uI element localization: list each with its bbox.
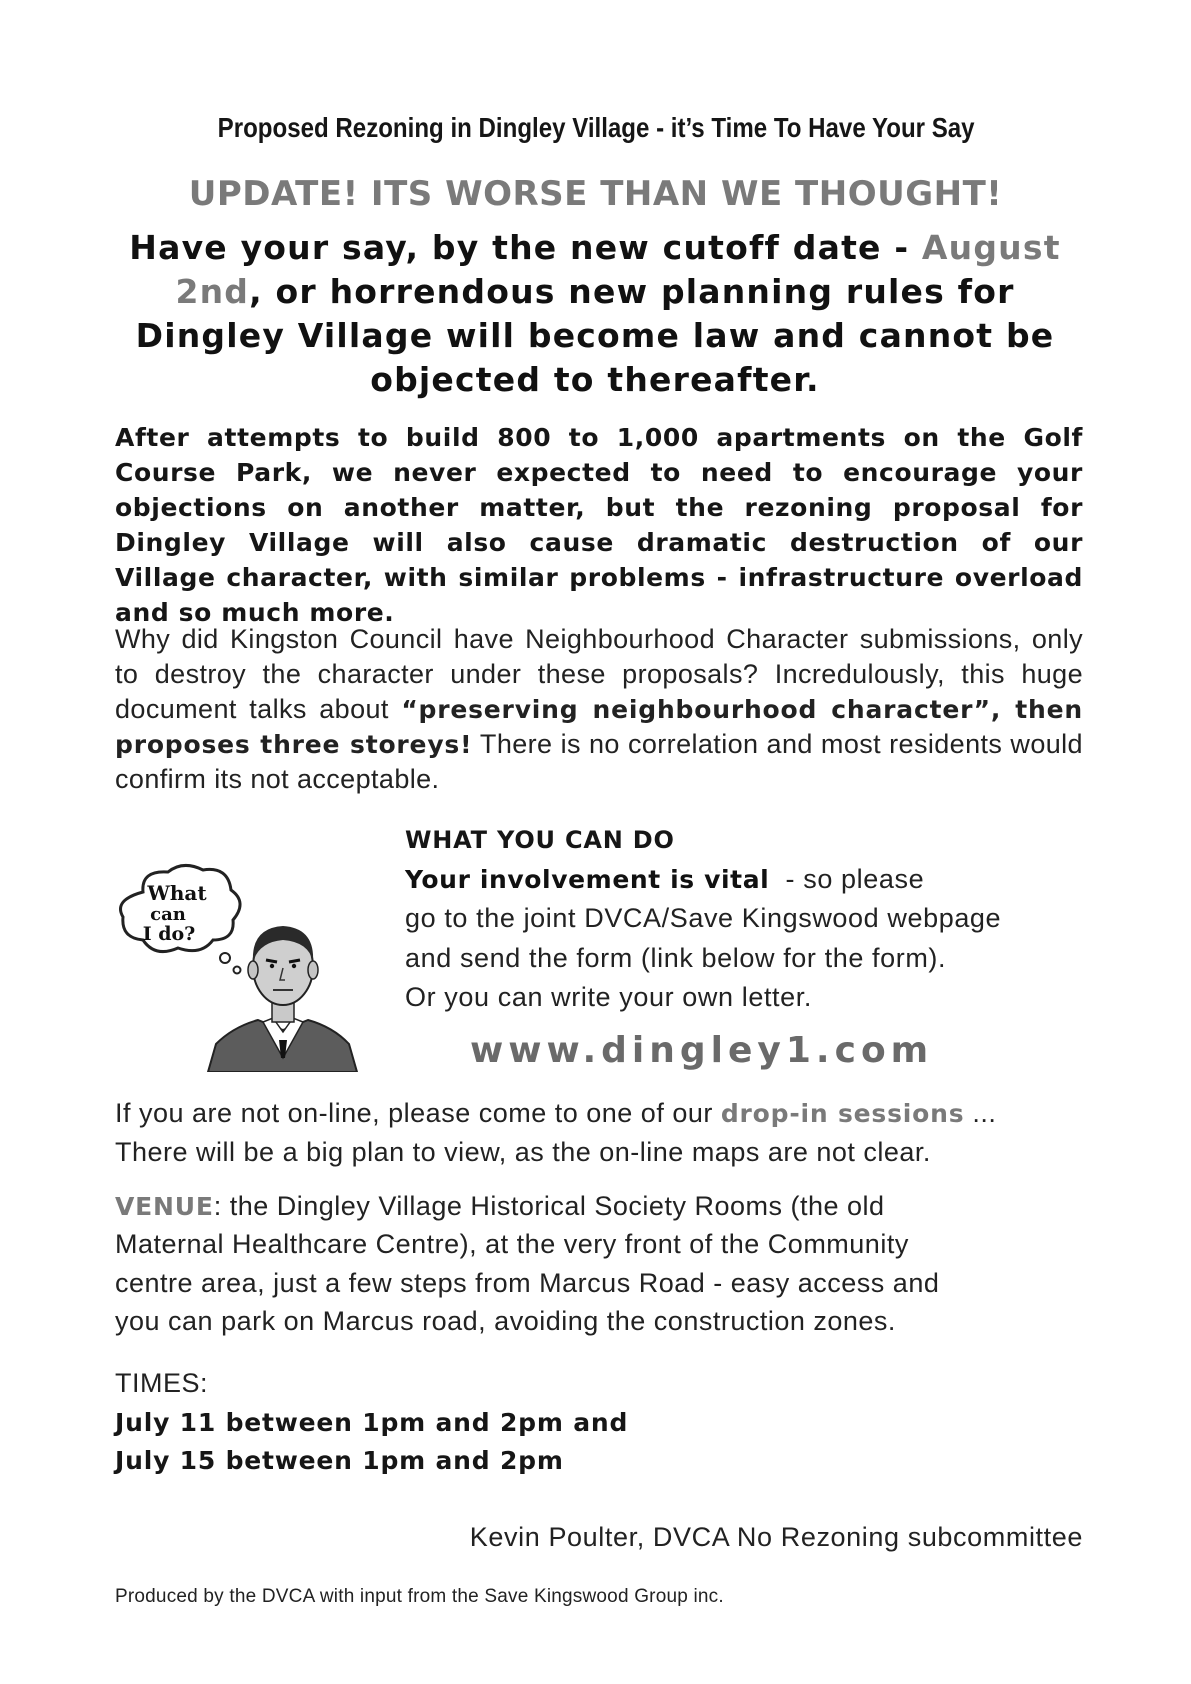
flyer-title: Proposed Rezoning in Dingley Village - it’s Time To Have Your Say	[217, 112, 975, 143]
council-paragraph-part1: Why did Kingston Council have Neighbourhood Character submissions, only to destroy the character under these proposals? Incredulously, this huge document talks about	[115, 624, 1083, 724]
offline-line-1	[115, 1098, 996, 1129]
instruction-line-3: and send the form (link below for the form).	[405, 943, 947, 973]
involvement-rest: - so please	[769, 864, 925, 894]
council-paragraph-part2: There is no correlation and most residents would confirm its not acceptable.	[115, 729, 1083, 794]
headline	[125, 226, 1065, 402]
venue-line-3: centre area, just a few steps from Marcus Road - easy access and	[115, 1268, 940, 1298]
venue-line-4: you can park on Marcus road, avoiding the construction zones.	[115, 1306, 896, 1336]
drop-in-sessions: drop-in sessions	[720, 1099, 965, 1128]
involvement-bold: Your involvement is vital	[405, 865, 770, 894]
time-slot-1: July 11 between 1pm and 2pm and	[115, 1408, 629, 1437]
lead-paragraph: After attempts to build 800 to 1,000 apartments on the Golf Course Park, we never expected to need to encourage your objections on another matter, but the rezoning proposal for Dingley Village will also cause dramatic destruction of our Village character, with similar problems - infrastructure overload and so much more.	[115, 423, 1083, 627]
bubble-line-3: I do?	[142, 923, 196, 945]
offline-line-1-start: If you are not on-line, please come to one of our	[115, 1098, 721, 1128]
time-slot-2: July 15 between 1pm and 2pm	[115, 1446, 564, 1475]
times-label: TIMES:	[115, 1368, 209, 1398]
venue-line-1	[115, 1191, 885, 1222]
bubble-line-1: What	[147, 881, 207, 905]
website-url[interactable]: www.dingley1.com	[470, 1030, 934, 1071]
what-you-can-do-heading: WHAT YOU CAN DO	[405, 826, 675, 854]
bubble-line-2: can	[150, 904, 186, 925]
venue-line-2: Maternal Healthcare Centre), at the very front of the Community	[115, 1229, 909, 1259]
instruction-line-2: go to the joint DVCA/Save Kingswood webpage	[405, 903, 1002, 933]
instruction-line-4: Or you can write your own letter.	[405, 982, 812, 1012]
council-paragraph	[115, 622, 1083, 797]
thinking-man-illustration	[113, 862, 383, 1072]
involvement-line	[405, 864, 924, 895]
headline-deadline: August 2nd	[175, 228, 1061, 311]
venue-line-1-text: : the Dingley Village Historical Society Rooms (the old	[213, 1191, 885, 1221]
venue-label: VENUE	[115, 1192, 214, 1221]
headline-part2: , or horrendous new planning rules for Dingley Village will become law and cannot be objected to thereafter.	[135, 272, 1055, 399]
council-paragraph-bold: “preserving neighbourhood character”, then proposes three storeys!	[115, 695, 1083, 759]
headline-part1: Have your say, by the new cutoff date -	[129, 228, 922, 267]
signature: Kevin Poulter, DVCA No Rezoning subcommittee	[469, 1522, 1083, 1552]
offline-line-1-end: ...	[964, 1098, 997, 1128]
offline-line-2: There will be a big plan to view, as the on-line maps are not clear.	[115, 1137, 931, 1167]
update-banner: UPDATE! ITS WORSE THAN WE THOUGHT!	[188, 174, 1003, 214]
footer-credit: Produced by the DVCA with input from the Save Kingswood Group inc.	[115, 1586, 724, 1607]
